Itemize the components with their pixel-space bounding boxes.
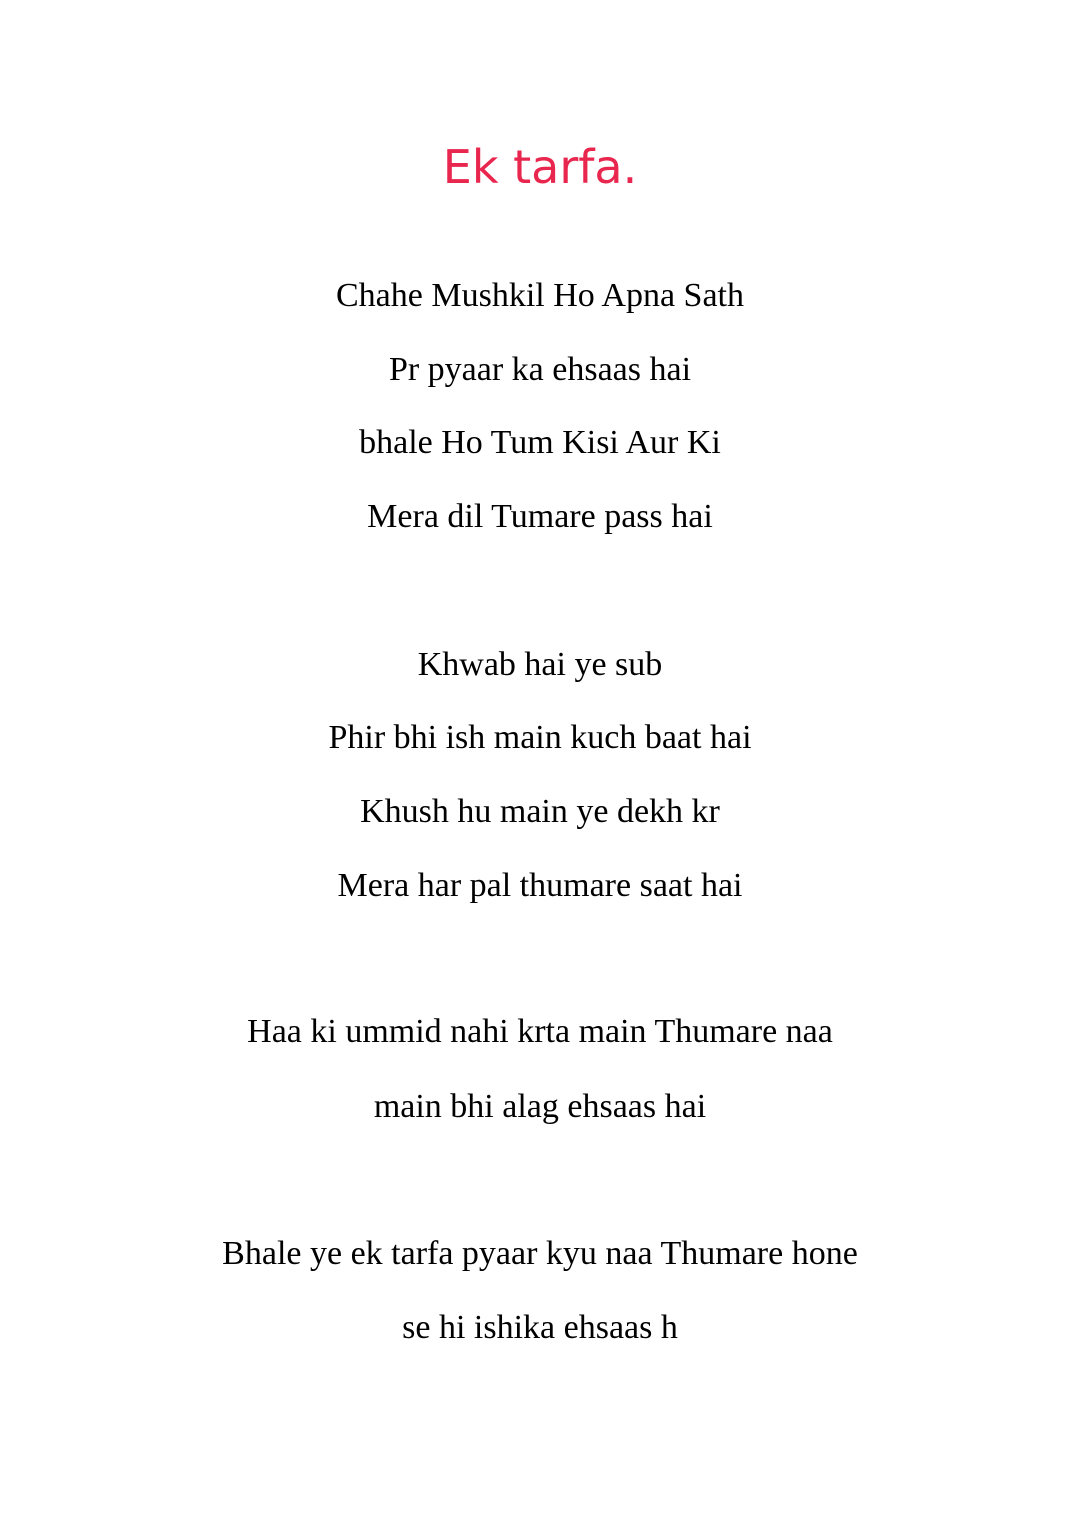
poem-title: Ek tarfa. <box>442 139 638 194</box>
poem-line: Mera dil Tumare pass hai <box>367 498 713 535</box>
poem-line: Khush hu main ye dekh kr <box>360 793 720 830</box>
poem-line: se hi ishika ehsaas h <box>402 1309 678 1346</box>
poem-line: Haa ki ummid nahi krta main Thumare naa <box>247 1013 833 1050</box>
poem-line: Khwab hai ye sub <box>417 646 663 683</box>
poem-line: Chahe Mushkil Ho Apna Sath <box>336 277 744 314</box>
poem-line: Pr pyaar ka ehsaas hai <box>388 351 692 388</box>
poem-line: main bhi alag ehsaas hai <box>373 1088 707 1125</box>
poem-line: Bhale ye ek tarfa pyaar kyu naa Thumare hone <box>222 1235 858 1272</box>
poem-line: Mera har pal thumare saat hai <box>337 867 743 904</box>
poem-line: bhale Ho Tum Kisi Aur Ki <box>359 424 721 461</box>
poem-line: Phir bhi ish main kuch baat hai <box>328 719 752 756</box>
